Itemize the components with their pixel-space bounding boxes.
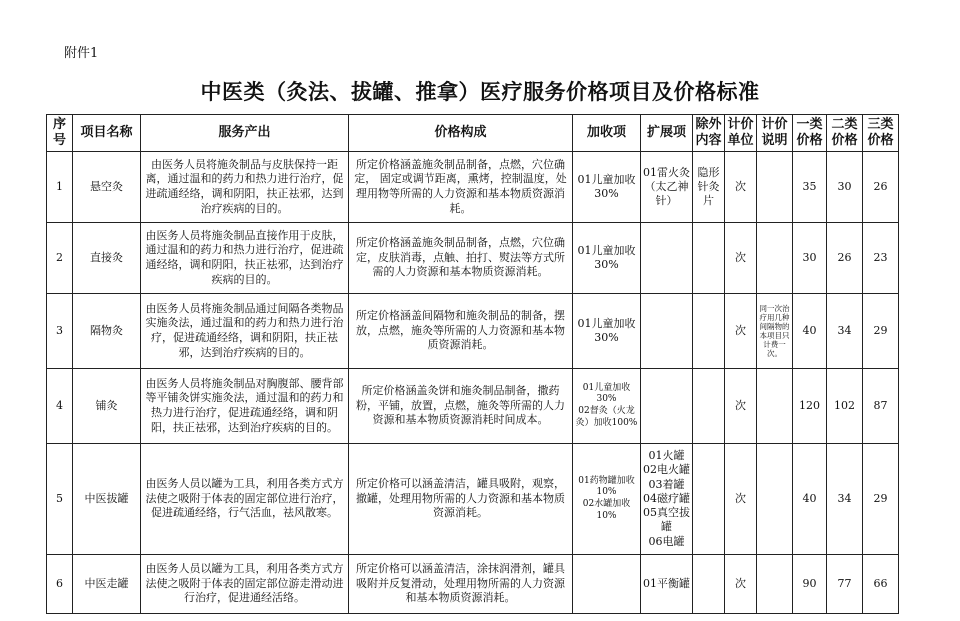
table-header-row xyxy=(47,115,899,152)
cell-name: 隔物灸 xyxy=(73,294,141,369)
header-extension: 扩展项 xyxy=(641,115,693,152)
cell-composition: 所定价格涵盖间隔物和施灸制品的制备，摆放，点燃，施灸等所需的人力资源和基本物质资源消耗。 xyxy=(349,294,573,369)
header-price2: 二类价格 xyxy=(827,115,863,152)
cell-unit: 次 xyxy=(725,555,757,614)
cell-extension: 01火罐 02电火罐 03着罐 04磁疗罐 05真空拔罐 06电罐 xyxy=(641,444,693,555)
cell-exclusion xyxy=(693,223,725,294)
cell-exclusion xyxy=(693,294,725,369)
cell-seq: 5 xyxy=(47,444,73,555)
cell-name: 中医拔罐 xyxy=(73,444,141,555)
cell-price1: 40 xyxy=(793,294,827,369)
cell-output: 由医务人员以罐为工具，利用各类方式方法使之吸附于体表的固定部位进行治疗，促进疏通经络，行气活血，祛风散寒。 xyxy=(141,444,349,555)
cell-output: 由医务人员将施灸制品通过间隔各类物品实施灸法，通过温和的药力和热力进行治疗，促进疏通经络，调和阴阳，扶正祛邪，达到治疗疾病的目的。 xyxy=(141,294,349,369)
cell-extension xyxy=(641,369,693,444)
cell-note xyxy=(757,369,793,444)
table-row xyxy=(47,294,899,369)
cell-price2: 34 xyxy=(827,444,863,555)
cell-surcharge: 01儿童加收30% xyxy=(573,223,641,294)
cell-composition: 所定价格涵盖施灸制品制备，点燃，穴位确定， 固定或调节距离，熏烤，控制温度，处理用物等所需的人力资源和基本物质资源消耗。 xyxy=(349,152,573,223)
cell-note xyxy=(757,152,793,223)
cell-note xyxy=(757,223,793,294)
cell-surcharge: 01药物罐加收10% 02水罐加收10% xyxy=(573,444,641,555)
cell-composition: 所定价格可以涵盖清洁，涂抹润滑剂，罐具吸附并反复滑动，处理用物所需的人力资源和基本物质资源消耗。 xyxy=(349,555,573,614)
cell-seq: 2 xyxy=(47,223,73,294)
cell-composition: 所定价格可以涵盖清洁，罐具吸附，观察，撤罐，处理用物所需的人力资源和基本物质资源消耗。 xyxy=(349,444,573,555)
table-row xyxy=(47,152,899,223)
cell-price3: 29 xyxy=(863,444,899,555)
cell-price2: 102 xyxy=(827,369,863,444)
cell-unit: 次 xyxy=(725,223,757,294)
header-note: 计价说明 xyxy=(757,115,793,152)
header-composition: 价格构成 xyxy=(349,115,573,152)
cell-seq: 6 xyxy=(47,555,73,614)
cell-price2: 34 xyxy=(827,294,863,369)
cell-price3: 26 xyxy=(863,152,899,223)
cell-price3: 23 xyxy=(863,223,899,294)
header-price3: 三类价格 xyxy=(863,115,899,152)
cell-name: 悬空灸 xyxy=(73,152,141,223)
cell-exclusion xyxy=(693,369,725,444)
cell-price2: 26 xyxy=(827,223,863,294)
cell-name: 铺灸 xyxy=(73,369,141,444)
price-table xyxy=(46,114,899,614)
cell-surcharge xyxy=(573,555,641,614)
cell-output: 由医务人员以罐为工具，利用各类方式方法使之吸附于体表的固定部位游走滑动进行治疗，促进通经活络。 xyxy=(141,555,349,614)
cell-extension xyxy=(641,294,693,369)
table-row xyxy=(47,555,899,614)
cell-composition: 所定价格涵盖施灸制品制备，点燃，穴位确定，皮肤消毒，点触、拍打、熨法等方式所需的人力资源和基本物质资源消耗。 xyxy=(349,223,573,294)
header-surcharge: 加收项 xyxy=(573,115,641,152)
cell-output: 由医务人员将施灸制品直接作用于皮肤，通过温和的药力和热力进行治疗，促进疏通经络，调和阴阳，扶正祛邪，达到治疗疾病的目的。 xyxy=(141,223,349,294)
cell-surcharge: 01儿童加收30% 02督灸（火龙灸）加收100% xyxy=(573,369,641,444)
cell-extension: 01雷火灸（太乙神针） xyxy=(641,152,693,223)
header-price1: 一类价格 xyxy=(793,115,827,152)
table-row xyxy=(47,444,899,555)
cell-surcharge: 01儿童加收30% xyxy=(573,152,641,223)
header-exclusion: 除外内容 xyxy=(693,115,725,152)
cell-price2: 30 xyxy=(827,152,863,223)
cell-extension xyxy=(641,223,693,294)
cell-seq: 4 xyxy=(47,369,73,444)
cell-composition: 所定价格涵盖灸饼和施灸制品制备，撒药粉，平铺，放置，点燃，施灸等所需的人力资源和基本物质资源消耗时间成本。 xyxy=(349,369,573,444)
cell-price1: 90 xyxy=(793,555,827,614)
cell-unit: 次 xyxy=(725,152,757,223)
cell-name: 直接灸 xyxy=(73,223,141,294)
header-name: 项目名称 xyxy=(73,115,141,152)
header-seq: 序号 xyxy=(47,115,73,152)
cell-note xyxy=(757,555,793,614)
cell-price1: 30 xyxy=(793,223,827,294)
cell-output: 由医务人员将施灸制品对胸腹部、腰背部等平铺灸饼实施灸法，通过温和的药力和热力进行治疗，促进疏通经络，调和阴阳，扶正祛邪，达到治疗疾病的目的。 xyxy=(141,369,349,444)
attachment-label: 附件1 xyxy=(64,46,99,61)
cell-exclusion xyxy=(693,555,725,614)
cell-output: 由医务人员将施灸制品与皮肤保持一距离，通过温和的药力和热力进行治疗，促进疏通经络，调和阴阳，扶正祛邪，达到治疗疾病的目的。 xyxy=(141,152,349,223)
cell-exclusion xyxy=(693,444,725,555)
header-unit: 计价单位 xyxy=(725,115,757,152)
cell-price3: 29 xyxy=(863,294,899,369)
cell-price3: 87 xyxy=(863,369,899,444)
cell-seq: 3 xyxy=(47,294,73,369)
table-row xyxy=(47,369,899,444)
cell-exclusion: 隐形针灸片 xyxy=(693,152,725,223)
document-title: 中医类（灸法、拔罐、推拿）医疗服务价格项目及价格标准 xyxy=(200,79,760,104)
cell-extension: 01平衡罐 xyxy=(641,555,693,614)
cell-price1: 35 xyxy=(793,152,827,223)
cell-seq: 1 xyxy=(47,152,73,223)
cell-surcharge: 01儿童加收30% xyxy=(573,294,641,369)
cell-price1: 120 xyxy=(793,369,827,444)
cell-unit: 次 xyxy=(725,444,757,555)
cell-price2: 77 xyxy=(827,555,863,614)
cell-price3: 66 xyxy=(863,555,899,614)
cell-price1: 40 xyxy=(793,444,827,555)
cell-unit: 次 xyxy=(725,369,757,444)
cell-note: 同一次治疗用几种间隔物的本项目只计费一次。 xyxy=(757,294,793,369)
cell-note xyxy=(757,444,793,555)
cell-name: 中医走罐 xyxy=(73,555,141,614)
table-row xyxy=(47,223,899,294)
header-output: 服务产出 xyxy=(141,115,349,152)
cell-unit: 次 xyxy=(725,294,757,369)
